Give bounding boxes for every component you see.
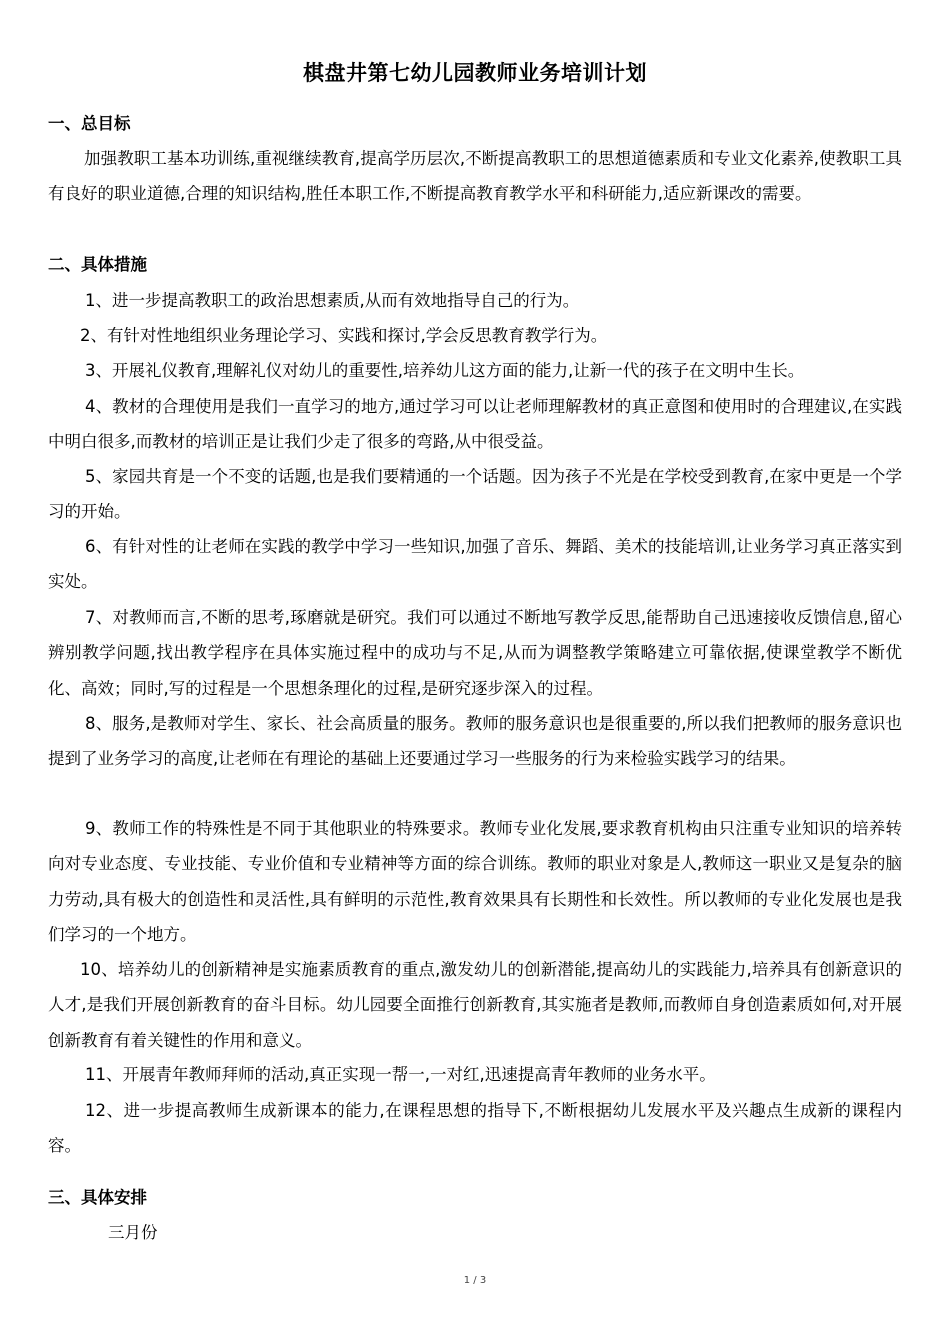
- measure-item-3: 3、开展礼仪教育,理解礼仪对幼儿的重要性,培养幼儿这方面的能力,让新一代的孩子在文明中生长。: [85, 361, 805, 380]
- schedule-month-label: 三月份: [108, 1223, 158, 1242]
- section-heading-goal: 一、总目标: [48, 114, 131, 133]
- measure-item-1: 1、进一步提高教职工的政治思想素质,从而有效地指导自己的行为。: [85, 291, 580, 310]
- section-heading-measures: 二、具体措施: [48, 255, 147, 274]
- page-title: 棋盘井第七幼儿园教师业务培训计划: [303, 61, 647, 85]
- measure-item-12: 12、进一步提高教师生成新课本的能力,在课程思想的指导下,不断根据幼儿发展水平及兴趣点生成新的课程内容。: [48, 1101, 902, 1156]
- measure-item-10: 10、培养幼儿的创新精神是实施素质教育的重点,激发幼儿的创新潜能,提高幼儿的实践能力,培养具有创新意识的人才,是我们开展创新教育的奋斗目标。幼儿园要全面推行创新教育,其实施者是教师,而教师自身创造素质如何,对开展创新教育有着关键性的作用和意义。: [48, 960, 902, 1050]
- measure-item-5: 5、家园共育是一个不变的话题,也是我们要精通的一个话题。因为孩子不光是在学校受到教育,在家中更是一个学习的开始。: [48, 467, 902, 522]
- goal-paragraph: 加强教职工基本功训练,重视继续教育,提高学历层次,不断提高教职工的思想道德素质和专业文化素养,使教职工具有良好的职业道德,合理的知识结构,胜任本职工作,不断提高教育教学水平和科研能力,适应新课改的需要。: [48, 149, 902, 204]
- measure-item-6: 6、有针对性的让老师在实践的教学中学习一些知识,加强了音乐、舞蹈、美术的技能培训,让业务学习真正落实到实处。: [48, 537, 902, 592]
- measure-item-8: 8、服务,是教师对学生、家长、社会高质量的服务。教师的服务意识也是很重要的,所以我们把教师的服务意识也提到了业务学习的高度,让老师在有理论的基础上还要通过学习一些服务的行为来检验实践学习的结果。: [48, 714, 902, 769]
- page-number: 1 / 3: [463, 1275, 487, 1286]
- measure-item-2: 2、有针对性地组织业务理论学习、实践和探讨,学会反思教育教学行为。: [80, 326, 608, 345]
- measure-item-7: 7、对教师而言,不断的思考,琢磨就是研究。我们可以通过不断地写教学反思,能帮助自己迅速接收反馈信息,留心辨别教学问题,找出教学程序在具体实施过程中的成功与不足,从而为调整教学策略建立可靠依据,使课堂教学不断优化、高效；同时,写的过程是一个思想条理化的过程,是研究逐步深入的过程。: [48, 608, 902, 698]
- section-heading-schedule: 三、具体安排: [48, 1188, 147, 1207]
- measure-item-9: 9、教师工作的特殊性是不同于其他职业的特殊要求。教师专业化发展,要求教育机构由只注重专业知识的培养转向对专业态度、专业技能、专业价值和专业精神等方面的综合训练。教师的职业对象是人,教师这一职业又是复杂的脑力劳动,具有极大的创造性和灵活性,具有鲜明的示范性,教育效果具有长期性和长效性。所以教师的专业化发展也是我们学习的一个地方。: [48, 819, 902, 944]
- measure-item-11: 11、开展青年教师拜师的活动,真正实现一帮一,一对红,迅速提高青年教师的业务水平。: [85, 1065, 716, 1084]
- measure-item-4: 4、教材的合理使用是我们一直学习的地方,通过学习可以让老师理解教材的真正意图和使用时的合理建议,在实践中明白很多,而教材的培训正是让我们少走了很多的弯路,从中很受益。: [48, 397, 902, 452]
